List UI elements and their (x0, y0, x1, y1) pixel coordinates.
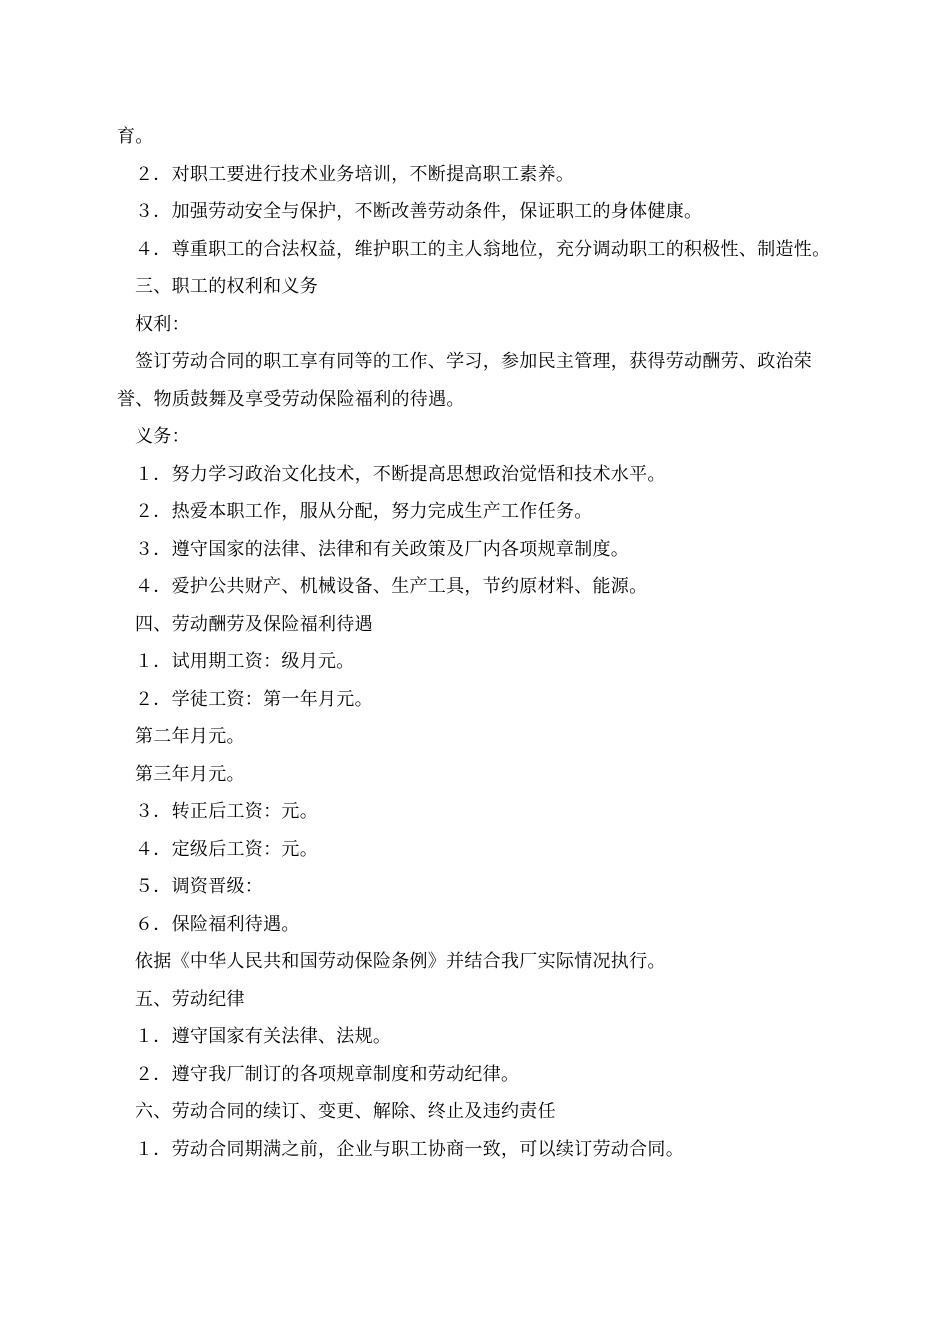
paragraph: ４．尊重职工的合法权益，维护职工的主人翁地位，充分调动职工的积极性、制造性。 (135, 238, 831, 260)
paragraph: １．劳动合同期满之前，企业与职工协商一致，可以续订劳动合同。 (135, 1138, 684, 1160)
paragraph: ４．定级后工资：元。 (135, 838, 318, 860)
paragraph: １．遵守国家有关法律、法规。 (135, 1026, 392, 1047)
subsection-label: 义务： (135, 426, 190, 447)
paragraph: ２．遵守我厂制订的各项规章制度和劳动纪律。 (135, 1063, 520, 1085)
paragraph: 第三年月元。 (135, 763, 245, 785)
paragraph: １．试用期工资：级月元。 (135, 651, 355, 672)
paragraph: 第二年月元。 (135, 726, 245, 747)
paragraph: ２．学徒工资：第一年月元。 (135, 688, 373, 710)
paragraph: ４．爱护公共财产、机械设备、生产工具，节约原材料、能源。 (135, 576, 648, 597)
paragraph: １．努力学习政治文化技术，不断提高思想政治觉悟和技术水平。 (135, 463, 666, 485)
section-heading: 六、劳动合同的续订、变更、解除、终止及违约责任 (135, 1101, 556, 1122)
subsection-label: 权利： (135, 313, 190, 335)
paragraph: 育。 (117, 126, 154, 147)
paragraph: ２．热爱本职工作，服从分配，努力完成生产工作任务。 (135, 501, 593, 522)
paragraph: ３．遵守国家的法律、法律和有关政策及厂内各项规章制度。 (135, 538, 630, 560)
paragraph: ６．保险福利待遇。 (135, 913, 300, 935)
paragraph: 签订劳动合同的职工享有同等的工作、学习，参加民主管理，获得劳动酬劳、政治荣誉、物质鼓舞及享受劳动保险福利的待遇。 (117, 351, 813, 410)
section-heading: 三、职工的权利和义务 (135, 276, 318, 297)
document-body (117, 118, 837, 1168)
paragraph: ３．加强劳动安全与保护，不断改善劳动条件，保证职工的身体健康。 (135, 201, 703, 222)
paragraph: ５．调资晋级： (135, 876, 264, 897)
section-heading: 五、劳动纪律 (135, 988, 245, 1010)
paragraph: ２．对职工要进行技术业务培训，不断提高职工素养。 (135, 163, 575, 185)
paragraph: 依据《中华人民共和国劳动保险条例》并结合我厂实际情况执行。 (135, 951, 666, 972)
section-heading: 四、劳动酬劳及保险福利待遇 (135, 613, 373, 635)
paragraph: ３．转正后工资：元。 (135, 801, 318, 822)
